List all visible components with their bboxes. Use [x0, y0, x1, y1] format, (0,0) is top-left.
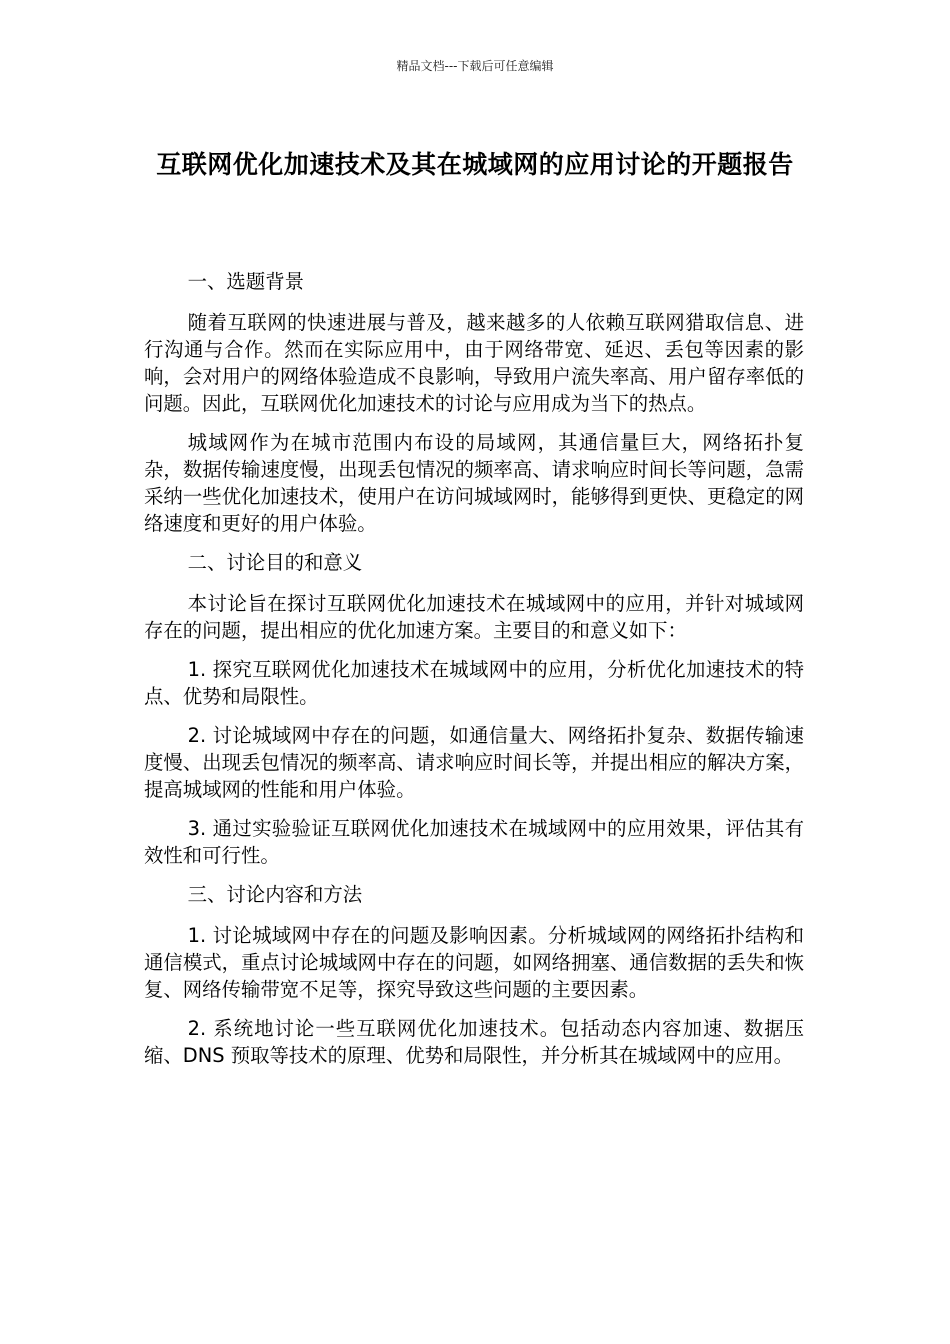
paragraph: 随着互联网的快速进展与普及，越来越多的人依赖互联网猎取信息、进行沟通与合作。然而在实际应用中，由于网络带宽、延迟、丢包等因素的影响，会对用户的网络体验造成不良影响，导致用户流失率高、用户留存率低的问题。因此，互联网优化加速技术的讨论与应用成为当下的热点。 — [144, 311, 804, 415]
section-heading: 二、讨论目的和意义 — [187, 551, 363, 574]
document-title: 互联网优化加速技术及其在城域网的应用讨论的开题报告 — [156, 150, 794, 179]
section-heading: 一、选题背景 — [187, 270, 304, 293]
list-item: 1. 探究互联网优化加速技术在城域网中的应用，分析优化加速技术的特点、优势和局限性。 — [144, 658, 804, 708]
list-item: 1. 讨论城域网中存在的问题及影响因素。分析城域网的网络拓扑结构和通信模式，重点讨论城域网中存在的问题，如网络拥塞、通信数据的丢失和恢复、网络传输带宽不足等，探究导致这些问题的主要因素。 — [144, 924, 804, 1001]
paragraph: 城域网作为在城市范围内布设的局域网，其通信量巨大，网络拓扑复杂，数据传输速度慢，出现丢包情况的频率高、请求响应时间长等问题，急需采纳一些优化加速技术，使用户在访问城域网时，能够得到更快、更稳定的网络速度和更好的用户体验。 — [144, 431, 804, 535]
list-item: 3. 通过实验验证互联网优化加速技术在城域网中的应用效果，评估其有效性和可行性。 — [144, 817, 804, 867]
list-item: 2. 讨论城域网中存在的问题，如通信量大、网络拓扑复杂、数据传输速度慢、出现丢包情况的频率高、请求响应时间长等，并提出相应的解决方案，提高城域网的性能和用户体验。 — [144, 724, 804, 801]
header-note: 精品文档---下载后可任意编辑 — [396, 59, 554, 73]
section-heading: 三、讨论内容和方法 — [187, 883, 363, 906]
list-item: 2. 系统地讨论一些互联网优化加速技术。包括动态内容加速、数据压缩、DNS 预取等技术的原理、优势和局限性，并分析其在城域网中的应用。 — [144, 1017, 804, 1067]
document-body — [144, 268, 804, 1081]
paragraph: 本讨论旨在探讨互联网优化加速技术在城域网中的应用，并针对城域网存在的问题，提出相应的优化加速方案。主要目的和意义如下： — [144, 592, 804, 642]
